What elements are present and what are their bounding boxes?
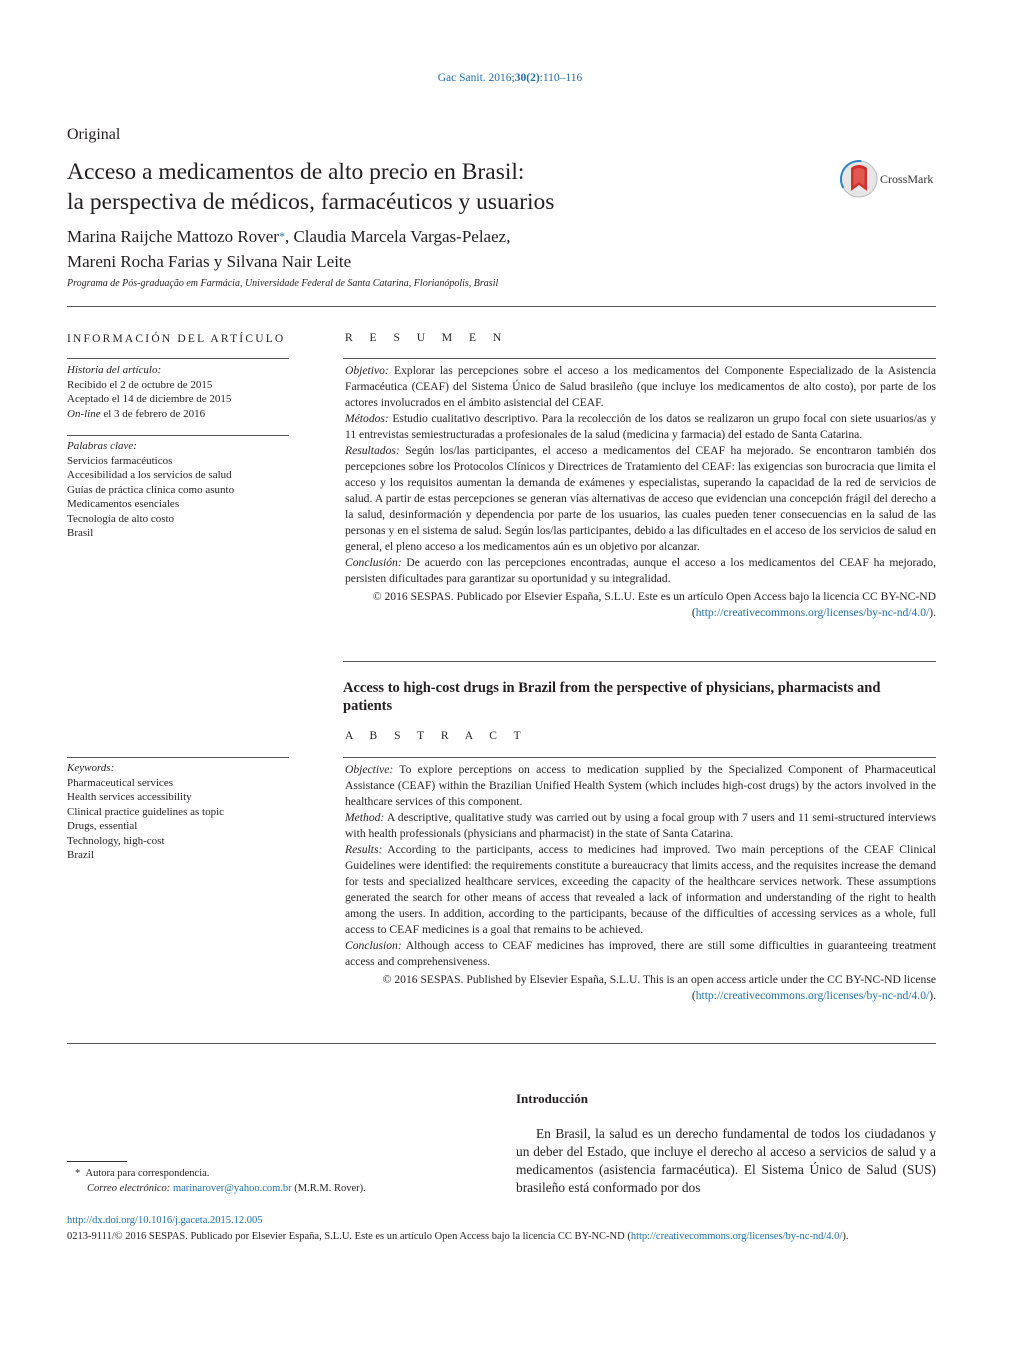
abstract-results (345, 842, 936, 938)
title-line-1: Acceso a medicamentos de alto precio en Brasil: (67, 159, 525, 185)
keyword-en-item: Technology, high-cost (67, 834, 165, 847)
keyword-item: Servicios farmacéuticos (67, 454, 173, 467)
article-title (67, 157, 767, 217)
abstract-method (345, 810, 936, 842)
footnote-line-1 (67, 1167, 487, 1182)
doi-link[interactable]: http://dx.doi.org/10.1016/j.gaceta.2015.12.005 (67, 1215, 263, 1226)
method-label: Method: (345, 811, 385, 824)
license-link[interactable]: http://creativecommons.org/licenses/by-nc-nd/4.0/ (695, 606, 930, 619)
conclusion-label: Conclusión: (345, 556, 402, 569)
keywords-en-label: Keywords: (67, 762, 115, 774)
footnote-text: Autora para correspondencia. (85, 1168, 210, 1179)
copyright-en-text: © 2016 SESPAS. Published by Elsevier España, S.L.U. This is an open access article under the CC BY-NC-ND license ( (382, 973, 936, 1002)
page-footer (67, 1213, 937, 1245)
keyword-item: Guías de práctica clínica como asunto (67, 483, 235, 496)
info-divider-1 (67, 358, 289, 359)
title-line-2: la perspectiva de médicos, farmacéuticos y usuarios (67, 189, 555, 215)
email-after: (M.R.M. Rover). (291, 1182, 366, 1194)
keywords-en (67, 761, 289, 863)
resumen-divider (343, 358, 936, 359)
copyright-text: © 2016 SESPAS. Publicado por Elsevier España, S.L.U. Este es un artículo Open Access bajo la licencia CC BY-NC-ND ( (372, 590, 936, 619)
footer-end: ). (842, 1231, 849, 1242)
email-link[interactable]: marinarover@yahoo.com.br (172, 1182, 292, 1194)
accepted-date: Aceptado el 14 de diciembre de 2015 (67, 393, 232, 405)
abstract-objective (345, 762, 936, 810)
keyword-item: Accesibilidad a los servicios de salud (67, 469, 232, 481)
affiliation: Programa de Pós-graduação em Farmácia, Universidade Federal de Santa Catarina, Florianópolis, Brasil (67, 278, 499, 289)
journal-volume: 30 (514, 72, 527, 84)
footnote-line-2 (67, 1182, 487, 1197)
correspondence-footnote (67, 1167, 487, 1196)
footnote-divider (67, 1161, 127, 1162)
resumen-end-divider (343, 661, 936, 662)
resumen-metodos (345, 411, 936, 443)
crossmark-icon (840, 160, 878, 198)
resultados-text: Según los/las participantes, el acceso a medicamentos del CEAF ha mejorado. Se encontraron también dos percepciones sobre los Protocolos Clínicos y Directrices de Tratamiento del CEAF: las exigencias son burocracia que limita el acceso y los requisitos aumentan la demanda de exámenes y especialistas, superando la capacidad de la red de servicios de salud. A partir de estas percepciones se generan vías alternativas de acceso que evidencian una concepción frágil del derecho a la salud, desinformación y dependencia por parte de los usuarios, las cuales pueden tener consecuencias en la salud de las personas y en el sistema de salud. Según los/las participantes, debido a las dificultades en el acceso de los servicios de salud en general, el pleno acceso a los medicamentos aún es un objetivo por alcanzar. (345, 444, 936, 553)
metodos-text: Estudio cualitativo descriptivo. Para la recolección de los datos se realizaron un grupo focal con siete usuarios/as y 11 entrevistas semiestructuradas a profesionales de la salud (medicina y farmacia) del estado de Santa Catarina. (345, 412, 936, 441)
resumen-resultados (345, 443, 936, 555)
conclusion-text: De acuerdo con las percepciones encontradas, aunque el acceso a los medicamentos del CEAF ha mejorado, persisten dificultades para garantizar su oportunidad y su integralidad. (345, 556, 936, 585)
resultados-label: Resultados: (345, 444, 400, 457)
intro-heading: Introducción (516, 1091, 588, 1106)
keyword-en-item: Brazil (67, 849, 94, 861)
objective-label: Objective: (345, 763, 394, 776)
conclusion-en-label: Conclusion: (345, 939, 402, 952)
results-text: According to the participants, access to medicines had improved. Two main perceptions of the CEAF Clinical Guidelines were identified: the requirements constitute a bureaucracy that limits access, and the requisites increase the demand for tests and specialized healthcare services, exceeding the capacity of the healthcare services network. These assumptions generated the search for other means of access that revealed a lack of information and understanding of the right to health among the users. In addition, according to the participants, because of the difficulties of accessing services as a whole, full access to CEAF medicines is a goal that remains to be achieved. (345, 843, 936, 936)
info-divider-2 (67, 435, 289, 436)
keyword-item: Brasil (67, 527, 94, 539)
header-divider (67, 306, 936, 307)
author-vargas: , Claudia Marcela Vargas-Pelaez, (284, 227, 511, 246)
author-list (67, 224, 687, 274)
abstract-body (345, 762, 936, 1004)
online-label: On-line (67, 407, 101, 420)
objetivo-text: Explorar las percepciones sobre el acceso a los medicamentos del Componente Especializado de la Asistencia Farmacéutica (CEAF) del Sistema Único de Salud brasileño (que incluye los medicamentos de alto costo), por parte de los actores involucrados en el ámbito asistencial del CEAF. (345, 364, 936, 409)
abstract-conclusion (345, 938, 936, 970)
abstract-divider (343, 757, 936, 758)
resumen-objetivo (345, 363, 936, 411)
issn-line (67, 1229, 937, 1245)
footnote-mark: * (75, 1168, 81, 1179)
keyword-en-item: Pharmaceutical services (67, 776, 173, 789)
online-date-text: el 3 de febrero de 2016 (100, 407, 206, 420)
article-info-heading: INFORMACIÓN DEL ARTÍCULO (67, 333, 286, 345)
keyword-en-item: Drugs, essential (67, 820, 138, 832)
keyword-en-item: Health services accessibility (67, 791, 192, 803)
resumen-body (345, 363, 936, 621)
journal-pages: :110–116 (539, 72, 583, 84)
crossmark-badge[interactable] (840, 160, 950, 198)
footer-license-link[interactable]: http://creativecommons.org/licenses/by-nc-nd/4.0/ (630, 1231, 843, 1242)
objetivo-label: Objetivo: (345, 364, 389, 377)
author-line-2: Mareni Rocha Farias y Silvana Nair Leite (67, 252, 352, 271)
metodos-label: Métodos: (345, 412, 389, 425)
history-label: Historia del artículo: (67, 364, 162, 376)
journal-issue: (2) (526, 72, 540, 84)
objective-text: To explore perceptions on access to medication supplied by the Specialized Component of Pharmaceutical Assistance (CEAF) within the Brazilian Unified Health System (which includes high-cost drugs) by the actors involved in the healthcare services of this component. (345, 763, 936, 808)
resumen-copyright (345, 589, 936, 621)
resumen-heading: R E S U M E N (345, 332, 509, 344)
journal-name: Gac Sanit. 2016; (437, 72, 515, 84)
intro-paragraph: En Brasil, la salud es un derecho fundamental de todos los ciudadanos y un deber del Estado, que incluye el derecho al acceso a servicios de salud y a medicamentos (asistencia farmacéutica). El Sistema Único de Salud (SUS) brasileño está conformado por dos (516, 1126, 936, 1195)
copyright-end: ). (929, 606, 936, 619)
copyright-en-end: ). (929, 989, 936, 1002)
keywords-label: Palabras clave: (67, 440, 137, 452)
journal-citation[interactable] (0, 72, 1020, 84)
keywords-es (67, 439, 289, 541)
keyword-item: Medicamentos esenciales (67, 498, 180, 510)
info-divider-3 (67, 757, 289, 758)
abstract-heading: A B S T R A C T (345, 730, 528, 742)
email-label: Correo electrónico: (87, 1182, 171, 1194)
intro-body (516, 1125, 936, 1197)
english-title: Access to high-cost drugs in Brazil from the perspective of physicians, pharmacists and patients (343, 680, 881, 714)
results-label: Results: (345, 843, 383, 856)
article-history (67, 363, 289, 421)
license-en-link[interactable]: http://creativecommons.org/licenses/by-nc-nd/4.0/ (695, 989, 930, 1002)
abstract-end-divider (67, 1043, 936, 1044)
online-date (67, 407, 289, 422)
method-text: A descriptive, qualitative study was carried out by using a focal group with 7 users and 11 semi-structured interviews with health professionals (physicians and pharmacist) in the state of Santa Catarina. (345, 811, 936, 840)
issn-text: 0213-9111/© 2016 SESPAS. Publicado por Elsevier España, S.L.U. Este es un artículo Open Access bajo la licencia CC BY-NC-ND ( (67, 1231, 631, 1242)
conclusion-en-text: Although access to CEAF medicines has improved, there are still some difficulties in guaranteeing treatment access and comprehensiveness. (345, 939, 936, 968)
corresponding-author-mark[interactable]: * (278, 229, 285, 243)
keyword-item: Tecnología de alto costo (67, 512, 175, 525)
received-date: Recibido el 2 de octubre de 2015 (67, 378, 213, 391)
crossmark-label: CrossMark (880, 172, 934, 186)
article-type: Original (67, 126, 121, 143)
keyword-en-item: Clinical practice guidelines as topic (67, 805, 225, 818)
abstract-copyright (345, 972, 936, 1004)
resumen-conclusion (345, 555, 936, 587)
author-rover: Marina Raijche Mattozo Rover (67, 227, 279, 246)
